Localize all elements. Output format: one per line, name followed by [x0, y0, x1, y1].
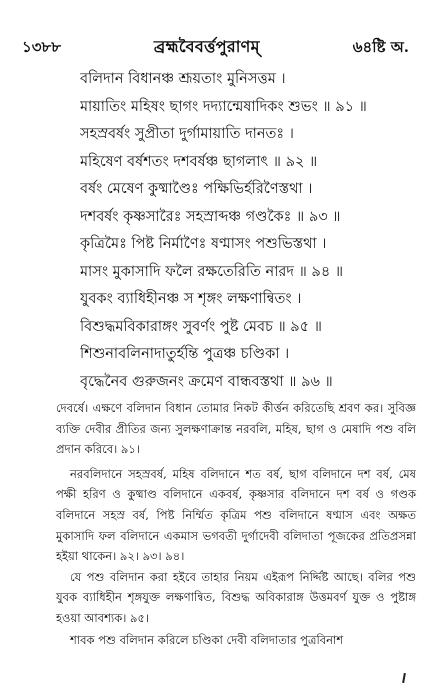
verse-line: বলিদান বিধানঞ্চ শ্রূয়তাং মুনিসত্তম ।: [80, 71, 286, 87]
margin-mark: [402, 673, 406, 683]
commentary-paragraph: শাবক পশু বলিদান করিলে চণ্ডিকা দেবী বলিদাতার পুত্রবিনাশ: [70, 632, 344, 647]
sanskrit-verses: [80, 66, 410, 396]
bengali-commentary: [56, 398, 416, 650]
verse-line: মাসং মুকাসাদি ফলৈ রক্ষতেরিতি নারদ ॥ ৯৪ ॥: [80, 263, 344, 280]
running-title: ব্রহ্মবৈবর্ত্তপুরাণম্: [153, 37, 260, 56]
verse-line: সহস্রবর্ষং সুপ্রীতা দুর্গামায়াতি দানতঃ ।: [80, 126, 294, 142]
commentary-paragraph: যে পশু বলিদান করা হইবে তাহার নিয়ম এইরূপ নির্দ্দিষ্ট আছে। বলির পশু যুবক ব্যাধিহীন শৃঙ্গযুক্ত লক্ষণান্বিত, বিশুদ্ধ অবিকারাঙ্গ উত্তমবর্ণ যুক্ত ও পুষ্টাঙ্গ হওয়া আবশ্যক। ৯৫।: [56, 569, 416, 625]
verse-line: বৃদ্ধেনৈব গুরুজনং ক্রমেণ বান্ধবস্তথা ॥ ৯৬ ॥: [80, 373, 333, 390]
verse-line: শিশুনাবলিনাদাতুর্হন্তি পুত্রঞ্চ চণ্ডিকা ।: [80, 346, 290, 362]
chapter-label: ৬৪ষ্টি অ.: [352, 38, 409, 56]
commentary-paragraph: দেবর্ষে। এক্ষণে বলিদান বিধান তোমার নিকট কীর্ত্তন করিতেছি শ্রবণ কর। সুবিজ্ঞ ব্যক্তি দেবীর প্রীতির জন্য সুলক্ষণাক্রান্ত নরবলি, মহিষ, ছাগ ও মেষাদি পশু বলি প্রদান করিবে। ৯১।: [56, 401, 416, 457]
verse-line: যুবকং ব্যাধিহীনঞ্চ স শৃঙ্গং লক্ষণান্বিতং ।: [80, 291, 302, 307]
verse-line: বিশুদ্ধমবিকারাঙ্গং সুবর্ণং পুষ্ট মেবচ ॥ ৯৫ ॥: [80, 318, 322, 335]
commentary-paragraph: নরবলিদানে সহস্রবর্ষ, মহিষ বলিদানে শত বর্ষ, ছাগ বলিদানে দশ বর্ষ, মেষ পক্ষী হরিণ ও কুষ্মাণ্ড বলিদানে একবর্ষ, কৃষ্ণসার বলিদানে দশ বর্ষ ও গণ্ডক বলিদানে সহস্র বর্ষ, পিষ্ট নির্ম্মিত কৃত্রিম পশু বলিদানে ষণ্মাস এবং অক্ষত মুকাসাদি ফল বলিদানে একমাস ভগবতী দুর্গাদেবী বলিদাতা পূজকের প্রতিপ্রসন্না হইয়া থাকেন। ৯২। ৯৩। ৯৪।: [56, 466, 416, 564]
verse-line: দশবর্ষং কৃষ্ণসারৈঃ সহস্রাব্দঞ্চ গণ্ডকৈঃ ॥ ৯৩ ॥: [80, 208, 341, 225]
verse-line: বর্ষং মেষেণ কুষ্মাণ্ডৈঃ পক্ষিভির্হরিণৈস্তথা ।: [80, 181, 313, 197]
verse-line: কৃত্রিমৈঃ পিষ্ট নির্মাণৈঃ ষণ্মাসং পশুভিস্তথা ।: [80, 236, 327, 252]
page-header: [22, 34, 409, 60]
verse-line: মায়াতিং মহিষং ছাগং দদ্যান্মেষাদিকং শুভং ॥ ৯১ ॥: [80, 98, 367, 115]
page-number: ১৩৮৮: [22, 38, 61, 56]
verse-line: মহিষেণ বর্ষশতং দশবর্ষঞ্চ ছাগলাৎ ॥ ৯২ ॥: [80, 153, 318, 170]
